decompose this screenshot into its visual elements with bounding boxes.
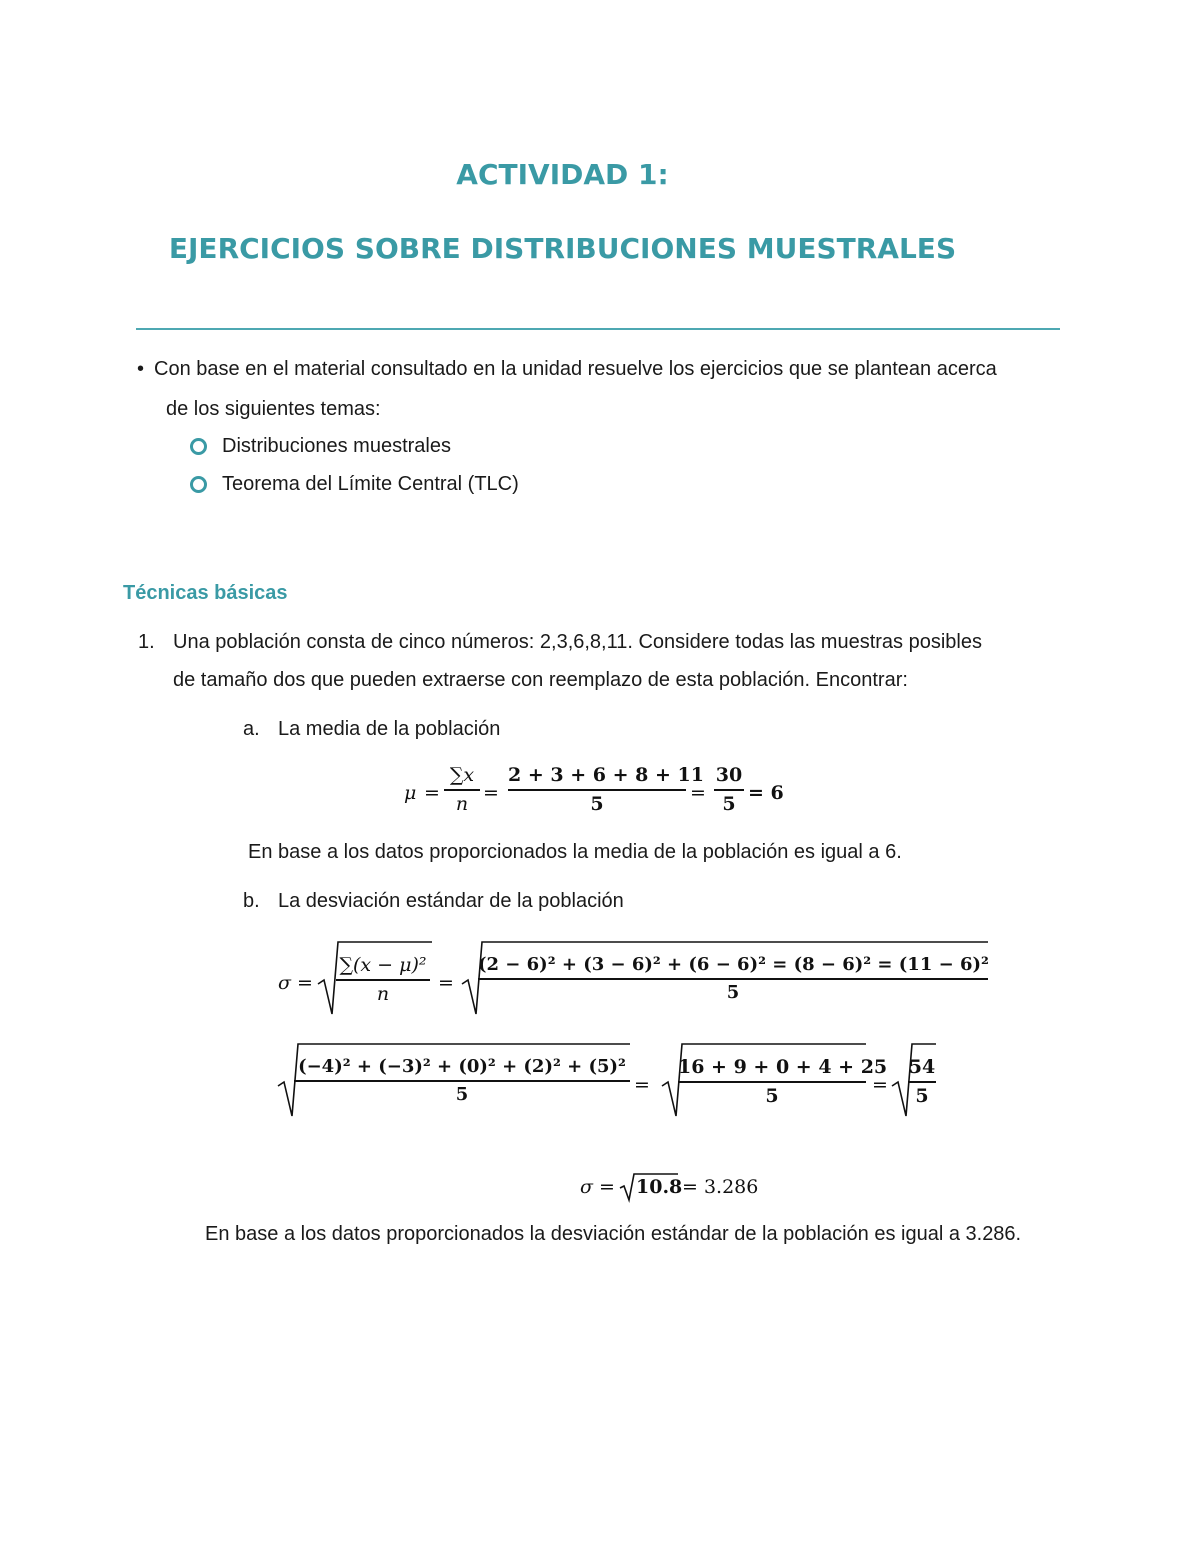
- equals-sign: =: [872, 1074, 888, 1096]
- fraction-bar: [714, 789, 744, 791]
- title-divider: [136, 328, 1060, 330]
- numerator: (−4)² + (−3)² + (0)² + (2)² + (5)²: [298, 1056, 626, 1077]
- fraction-bar: [678, 1081, 866, 1083]
- denominator: 5: [726, 982, 740, 1003]
- fraction-bar: [908, 1081, 936, 1083]
- equals-sign: =: [424, 782, 440, 804]
- denominator: 5: [590, 793, 604, 815]
- numerator: 16 + 9 + 0 + 4 + 25: [678, 1056, 888, 1078]
- equals-sign: =: [690, 782, 706, 804]
- section-heading: Técnicas básicas: [123, 582, 288, 604]
- fraction-sum-values: [508, 764, 704, 815]
- part-b-label: b.: [243, 890, 260, 912]
- part-a-conclusion: En base a los datos proporcionados la media de la población es igual a 6.: [248, 841, 902, 863]
- topic-item: Distribuciones muestrales: [222, 435, 451, 457]
- title-line-2: EJERCICIOS SOBRE DISTRIBUCIONES MUESTRALES: [168, 232, 957, 265]
- sigma-equals: σ =: [580, 1176, 615, 1198]
- fraction-bar: [478, 978, 988, 980]
- std-result: = 3.286: [682, 1176, 759, 1198]
- numerator: ∑𝑥: [449, 764, 475, 786]
- circle-bullet-icon: [190, 476, 207, 493]
- mean-result: = 6: [748, 782, 784, 804]
- fraction-bar: [444, 789, 480, 791]
- fraction-sum-x-over-n: [444, 764, 480, 815]
- part-b-text: La desviación estándar de la población: [278, 890, 624, 912]
- sigma-equals: σ =: [278, 972, 313, 994]
- fraction-deviation-values: [294, 1056, 630, 1105]
- equals-sign: =: [634, 1074, 650, 1096]
- item-text-line-2: de tamaño dos que pueden extraerse con reemplazo de esta población. Encontrar:: [173, 669, 908, 691]
- bullet-marker: •: [137, 358, 145, 380]
- title-line-1: ACTIVIDAD 1:: [456, 158, 669, 191]
- fraction-bar: [336, 979, 430, 981]
- equals-sign: =: [483, 782, 499, 804]
- item-text-line-1: Una población consta de cinco números: 2,3,6,8,11. Considere todas las muestras posibles: [173, 631, 982, 653]
- mu-symbol: μ: [404, 782, 417, 804]
- fraction-squared-values: [678, 1056, 888, 1107]
- intro-text-line-2: de los siguientes temas:: [166, 398, 381, 420]
- denominator: 5: [455, 1084, 469, 1105]
- denominator: 5: [765, 1085, 779, 1107]
- numerator: ∑(𝑥 − 𝜇)²: [339, 954, 427, 976]
- numerator: 2 + 3 + 6 + 8 + 11: [508, 764, 704, 786]
- fraction-30-over-5: [714, 764, 744, 815]
- denominator: 5: [722, 793, 736, 815]
- fraction-bar: [294, 1080, 630, 1082]
- fraction-variance-formula: [336, 954, 430, 1005]
- fraction-bar: [508, 789, 686, 791]
- fraction-squared-deviations: [478, 954, 988, 1003]
- denominator: 𝑛: [455, 793, 469, 815]
- part-a-text: La media de la población: [278, 718, 501, 740]
- intro-text-line-1: Con base en el material consultado en la unidad resuelve los ejercicios que se plantean acerca: [154, 358, 997, 380]
- numerator: 54: [908, 1056, 936, 1078]
- numerator: 30: [715, 764, 743, 786]
- topic-item: Teorema del Límite Central (TLC): [222, 473, 519, 495]
- radicand: 10.8: [636, 1176, 683, 1198]
- part-a-label: a.: [243, 718, 260, 740]
- equals-sign: =: [438, 972, 454, 994]
- numerator: (2 − 6)² + (3 − 6)² + (6 − 6)² = (8 − 6)² = (11 − 6)²: [478, 954, 989, 975]
- item-number: 1.: [138, 631, 155, 653]
- circle-bullet-icon: [190, 438, 207, 455]
- part-b-conclusion: En base a los datos proporcionados la desviación estándar de la población es igual a 3.286.: [205, 1223, 1022, 1245]
- denominator: 5: [915, 1085, 929, 1107]
- fraction-54-over-5: [908, 1056, 936, 1107]
- denominator: 𝑛: [376, 983, 390, 1005]
